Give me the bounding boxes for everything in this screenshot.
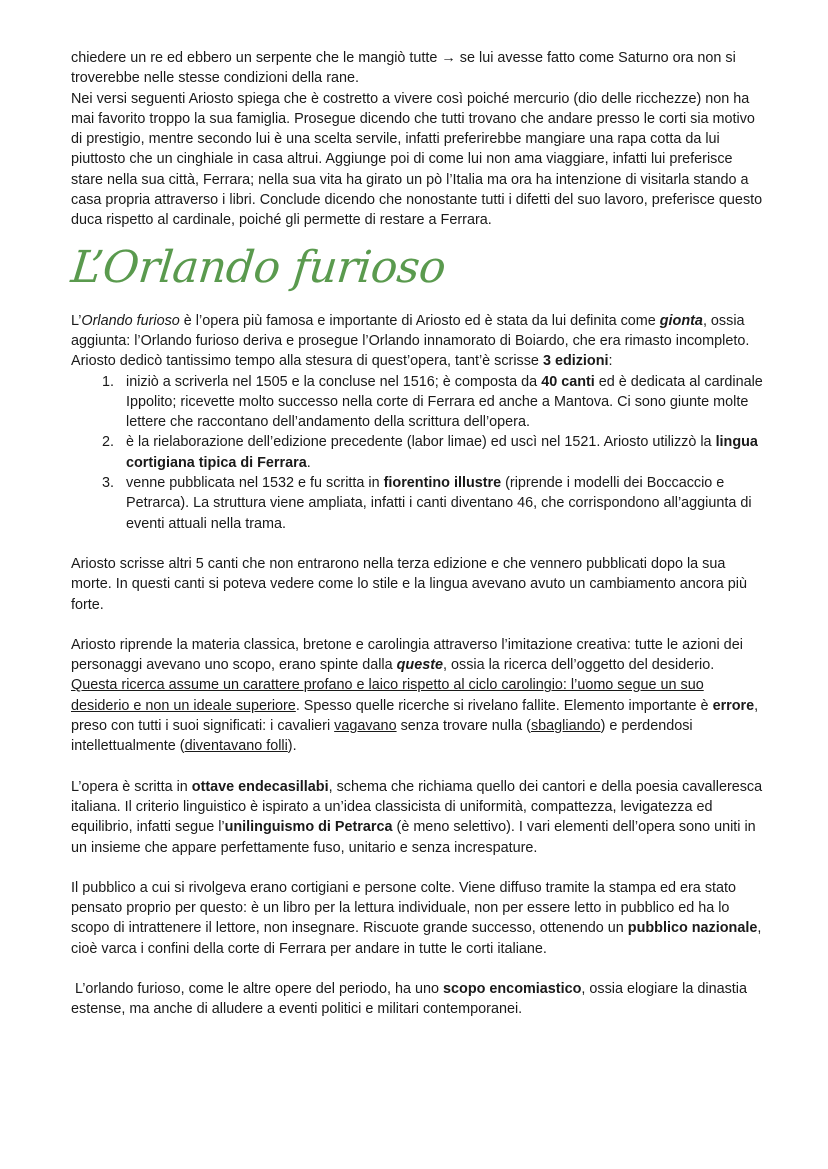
intro-paragraph-2: Nei versi seguenti Ariosto spiega che è costretto a vivere così poiché mercurio (dio delle ricchezze) non ha mai favorito troppo la sua famiglia. Prosegue dicendo che tutti trovano che andare presso le corti sia motivo di prestigio, mentre secondo lui è una scelta servile, infatti preferirebbe mangiare una rapa cotta da lui piuttosto che un cinghiale in casa altrui. Aggiunge poi di come lui non ama viaggiare, infatti lui preferisce stare nella sua città, Ferrara; nella sua vita ha girato un pò l’Italia ma ora ha intenzione di visitarla stando a casa propria attraverso i libri. Conclude dicendo che nonostante tutti i difetti del suo lavoro, preferisce questo duca rispetto al cardinale, poiché gli permette di restare a Ferrara. (71, 90, 763, 229)
paragraph-pubblico: Il pubblico a cui si rivolgeva erano cortigiani e persone colte. Viene diffuso tramite la stampa ed era stato pensato proprio per questo: è un libro per la lettura individuale, non per essere letto in pubblico ed ha lo scopo di intrattenere il lettore, non insegnare. Riscuote grande successo, ottenendo un pubblico nazionale, cioè varca i confini della corte di Ferrara per andare in tutte le corti italiane. (71, 879, 762, 957)
paragraph-materia: Ariosto riprende la materia classica, bretone e carolingia attraverso l’imitazione creativa: tutte le azioni dei personaggi avevano uno scopo, erano spinte dalla queste, ossia la ricerca dell’oggetto del desiderio. Questa ricerca assume un carattere profano e laico rispetto al ciclo carolingio: l’uomo segue un suo desiderio e non un ideale superiore. Spesso quelle ricerche si rivelano fallite. Elemento importante è errore, preso con tutti i suoi significati: i cavalieri vagavano senza trovare nulla (sbagliando) e perdendosi intellettualmente (diventavano folli). (71, 636, 759, 755)
section-paragraph-1: L’Orlando furioso è l’opera più famosa e importante di Ariosto ed è stata da lui definita come gionta, ossia aggiunta: l’Orlando furioso deriva e prosegue l’Orlando innamorato di Boiardo, che era rimasto incompleto. (71, 312, 750, 349)
intro-paragraph-1: chiedere un re ed ebbero un serpente che le mangiò tutte → se lui avesse fatto come Saturno ora non si troverebbe nelle stesse condizioni della rane. (71, 50, 736, 87)
list-item: 1. iniziò a scriverla nel 1505 e la concluse nel 1516; è composta da 40 canti ed è dedicata al cardinale Ippolito; ricevette molto successo nella corte di Ferrara ed anche a Mantova. Ci sono giunte molte lettere che raccontano dell’andamento della scrittura dell’opera. (118, 372, 763, 433)
editions-list (71, 372, 763, 534)
document-page (68, 48, 763, 1020)
paragraph-metrica: L’opera è scritta in ottave endecasillabi, schema che richiama quello dei cantori e della poesia cavalleresca italiana. Il criterio linguistico è ispirato a un’idea classicista di uniformità, compattezza, levigatezza ed equilibrio, infatti segue l’unilinguismo di Petrarca (è meno selettivo). I vari elementi dell’opera sono uniti in un insieme che appare perfettamente fuso, unitario e senza increspature. (71, 778, 763, 856)
section-title: L’Orlando furioso (68, 241, 448, 293)
list-item: 3. venne pubblicata nel 1532 e fu scritta in fiorentino illustre (riprende i modelli dei Boccaccio e Petrarca). La struttura viene ampliata, infatti i canti diventano 46, che corrispondono all’aggiunta di eventi attuali nella trama. (118, 473, 763, 534)
list-item: 2. è la rielaborazione dell’edizione precedente (labor limae) ed uscì nel 1521. Ariosto utilizzò la lingua cortigiana tipica di Ferrara. (118, 432, 763, 473)
paragraph-encomiastico: L’orlando furioso, come le altre opere del periodo, ha uno scopo encomiastico, ossia elogiare la dinastia estense, ma anche di alludere a eventi politici e militari contemporanei. (71, 980, 751, 1018)
paragraph-extra-cantos: Ariosto scrisse altri 5 canti che non entrarono nella terza edizione e che vennero pubblicati dopo la sua morte. In questi canti si poteva vedere come lo stile e la lingua avevano avuto un cambiamento ancora più forte. (71, 555, 747, 613)
section-paragraph-2: Ariosto dedicò tantissimo tempo alla stesura di quest’opera, tant’è scrisse 3 edizioni: (71, 353, 613, 370)
